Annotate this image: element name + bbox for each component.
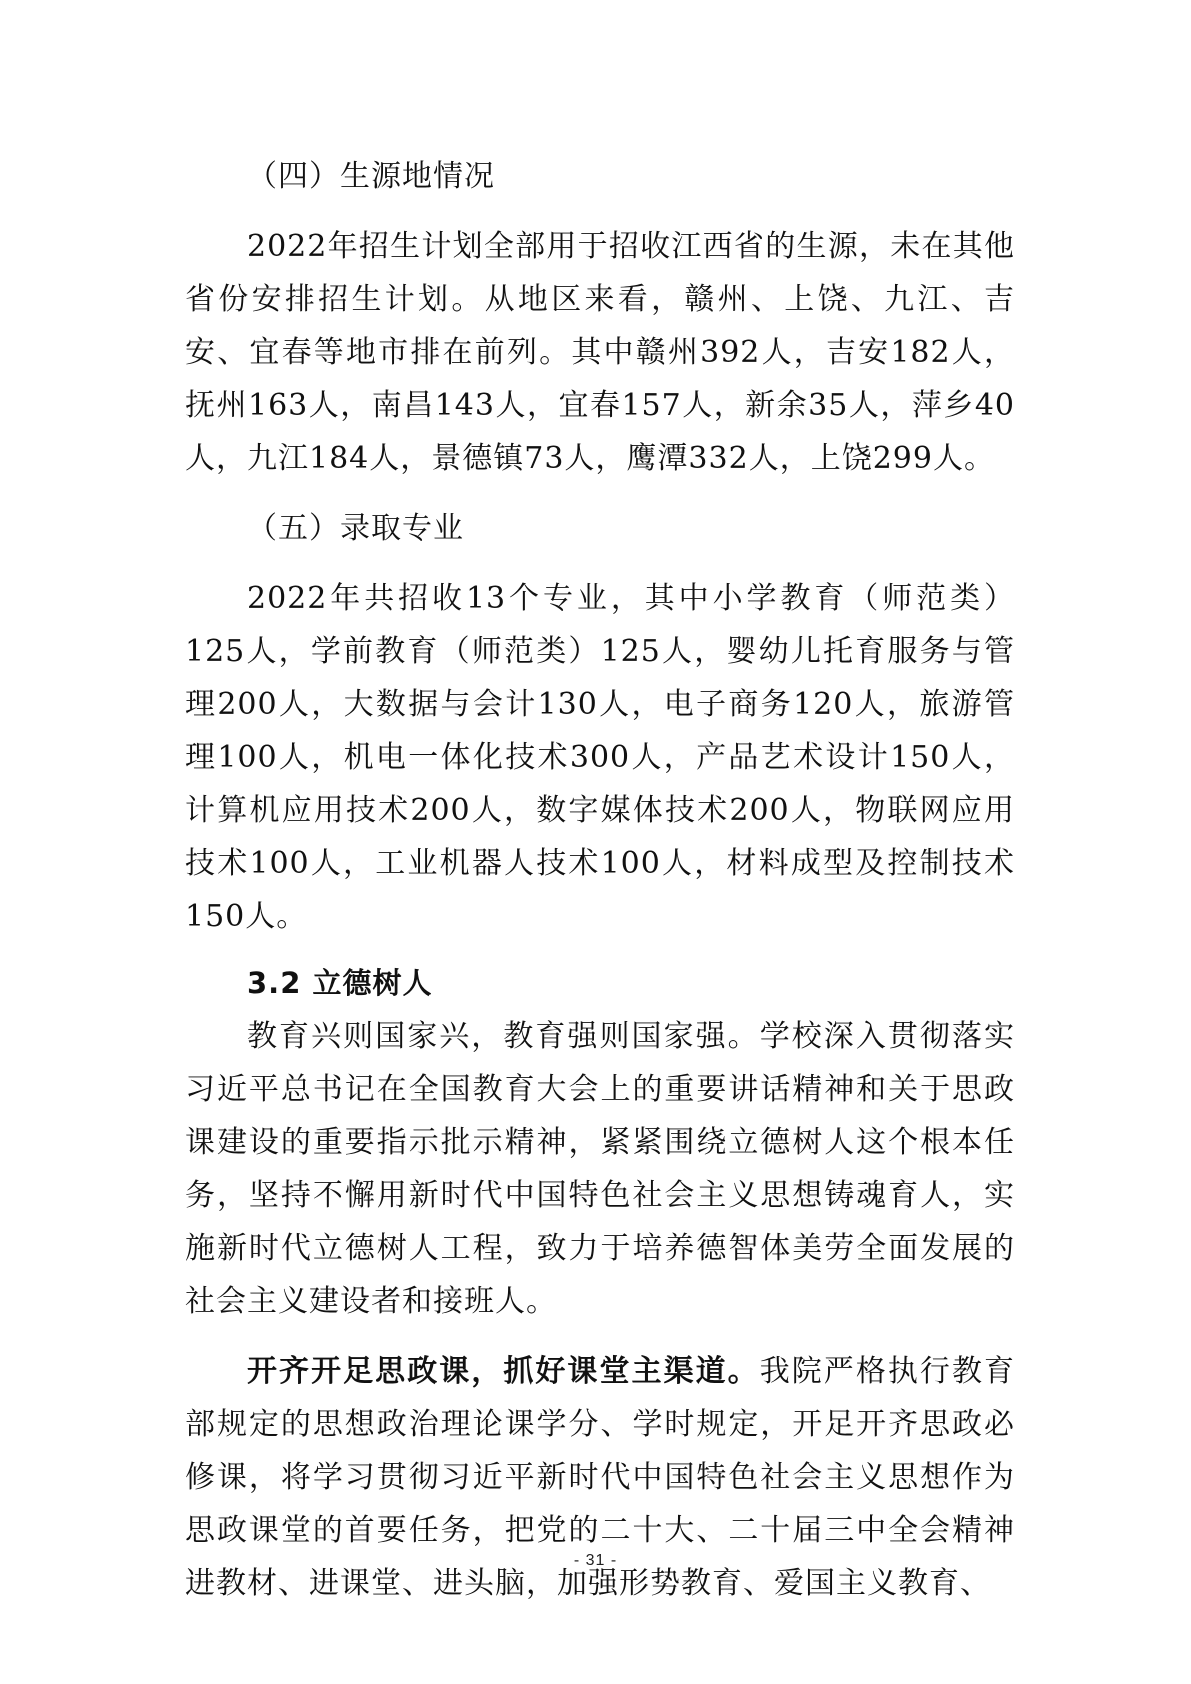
section-heading-source-regions: （四）生源地情况: [247, 159, 495, 194]
paragraph-moral-education: 教育兴则国家兴，教育强则国家强。学校深入贯彻落实习近平总书记在全国教育大会上的重要讲话精神和关于思政课建设的重要指示批示精神，紧紧围绕立德树人这个根本任务，坚持不懈用新时代中国特色社会主义思想铸魂育人，实施新时代立德树人工程，致力于培养德智体美劳全面发展的社会主义建设者和接班人。: [185, 1019, 1015, 1319]
paragraph-rest-text: 我院严格执行教育部规定的思想政治理论课学分、学时规定，开足开齐思政必修课，将学习贯彻习近平新时代中国特色社会主义思想作为思政课堂的首要任务，把党的二十大、二十届三中全会精神进教材、进课堂、进头脑，加强形势教育、爱国主义教育、: [185, 1354, 1016, 1601]
section-heading-majors: （五）录取专业: [247, 511, 464, 546]
page-content: [185, 150, 1015, 1610]
page-number: - 31 -: [573, 1552, 618, 1569]
paragraph-ideological-courses: [185, 1345, 1015, 1610]
section-title-3-2: 3.2 立德树人: [247, 966, 433, 1000]
paragraph-source-regions: 2022年招生计划全部用于招收江西省的生源，未在其他省份安排招生计划。从地区来看，赣州、上饶、九江、吉安、宜春等地市排在前列。其中赣州392人，吉安182人，抚州163人，南昌143人，宜春157人，新余35人，萍乡40人，九江184人，景德镇73人，鹰潭332人，上饶299人。: [185, 229, 1015, 476]
paragraph-majors: 2022年共招收13个专业，其中小学教育（师范类）125人，学前教育（师范类）125人，婴幼儿托育服务与管理200人，大数据与会计130人，电子商务120人，旅游管理100人，机电一体化技术300人，产品艺术设计150人，计算机应用技术200人，数字媒体技术200人，物联网应用技术100人，工业机器人技术100人，材料成型及控制技术150人。: [185, 581, 1015, 934]
bold-lead-text: 开齐开足思政课，抓好课堂主渠道。: [247, 1354, 760, 1389]
